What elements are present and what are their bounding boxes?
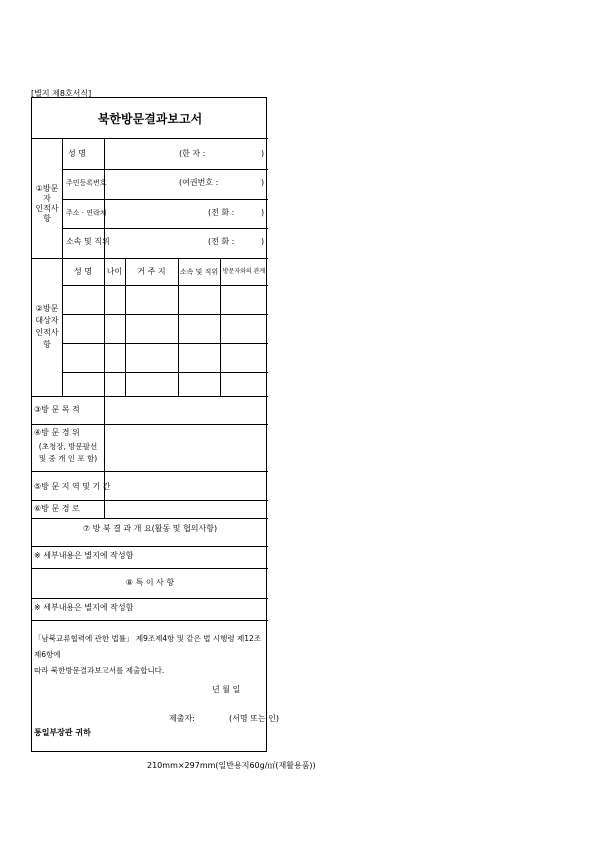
special-heading: ⑧ 특 이 사 항: [125, 578, 175, 587]
close-paren: ): [261, 208, 265, 217]
table-column-line: [104, 258, 105, 396]
row-divider: [32, 424, 268, 425]
visitor-id-label: 주민등록번호: [66, 179, 107, 187]
title-divider: [32, 138, 268, 139]
target-header-name: 성 명: [74, 267, 92, 276]
row-divider: [62, 169, 268, 170]
declaration-text: 「남북교류협력에 관한 법률」 제9조제4항 및 같은 법 시행령 제12조제6항에 따라 북한방문결과보고서를 제출합니다.: [34, 634, 262, 675]
purpose-label: ③방 문 목 적: [34, 405, 80, 414]
visitor-section-label: ①방문자 인적사항: [35, 184, 59, 223]
row-divider: [32, 598, 268, 599]
target-header-age: 나이: [106, 267, 123, 276]
label-column-line: [104, 500, 105, 518]
route-label: ⑥방 문 경 로: [34, 504, 80, 513]
table-row-line: [62, 372, 268, 373]
close-paren: ): [261, 178, 265, 187]
row-divider: [32, 568, 268, 569]
table-column-line: [178, 258, 179, 396]
visitor-hanja-label: (한 자 :: [179, 149, 206, 158]
target-header-relation: 방문자와의 관계: [222, 268, 266, 275]
label-column-line: [62, 258, 63, 396]
table-row-line: [62, 343, 268, 344]
period-label: ⑤방 문 지 역 및 기 간: [34, 482, 111, 491]
section-divider: [32, 396, 268, 397]
table-row-line: [62, 285, 268, 286]
label-column-line: [62, 138, 63, 258]
process-label: ④방 문 경 위: [34, 428, 80, 437]
row-divider: [32, 471, 268, 472]
table-row-line: [62, 314, 268, 315]
target-section-label: ②방문 대상자 인적사항: [35, 304, 59, 349]
table-column-line: [220, 258, 221, 396]
table-column-line: [125, 258, 126, 396]
visitor-phone-label: (전 화 :: [208, 208, 235, 217]
submitter-label: 제출자:: [169, 714, 195, 723]
row-divider: [32, 518, 268, 519]
target-header-affiliation: 소속 및 직위: [179, 268, 219, 276]
close-paren: ): [261, 237, 265, 246]
addressee: 통일부장관 귀하: [34, 728, 91, 737]
form-title: 북한방문결과보고서: [97, 112, 203, 126]
visitor-name-label: 성 명: [68, 149, 86, 158]
close-paren: ): [261, 149, 265, 158]
visitor-passport-label: (여권번호 :: [179, 178, 219, 187]
summary-heading: ⑦ 방 북 결 과 개 요(활동 및 협의사항): [82, 524, 218, 533]
section-divider: [32, 258, 268, 259]
row-divider: [62, 228, 268, 229]
form-number-label: [별지 제8호서식]: [31, 89, 92, 98]
target-header-residence: 거 주 지: [137, 267, 166, 276]
row-divider: [62, 199, 268, 200]
visitor-phone2-label: (전 화 :: [208, 237, 235, 246]
row-divider: [32, 500, 268, 501]
row-divider: [32, 546, 268, 547]
date-line: 년 월 일: [212, 685, 241, 694]
paper-spec-footer: 210mm×297mm(일반용지60g/㎡(재활용품)): [147, 761, 316, 770]
special-note: ※ 세부내용은 별지에 작성함: [34, 603, 134, 612]
summary-note: ※ 세부내용은 별지에 작성함: [34, 551, 134, 560]
signature-label: (서명 또는 인): [229, 714, 279, 723]
report-form: [31, 97, 279, 752]
row-divider: [32, 620, 268, 621]
visitor-address-label: 주소 · 연락처: [66, 209, 107, 217]
process-sublabel: (초청장, 방문팔선 및 중 개 인 포 함): [38, 442, 98, 463]
visitor-affiliation-label: 소속 및 직위: [66, 237, 110, 246]
